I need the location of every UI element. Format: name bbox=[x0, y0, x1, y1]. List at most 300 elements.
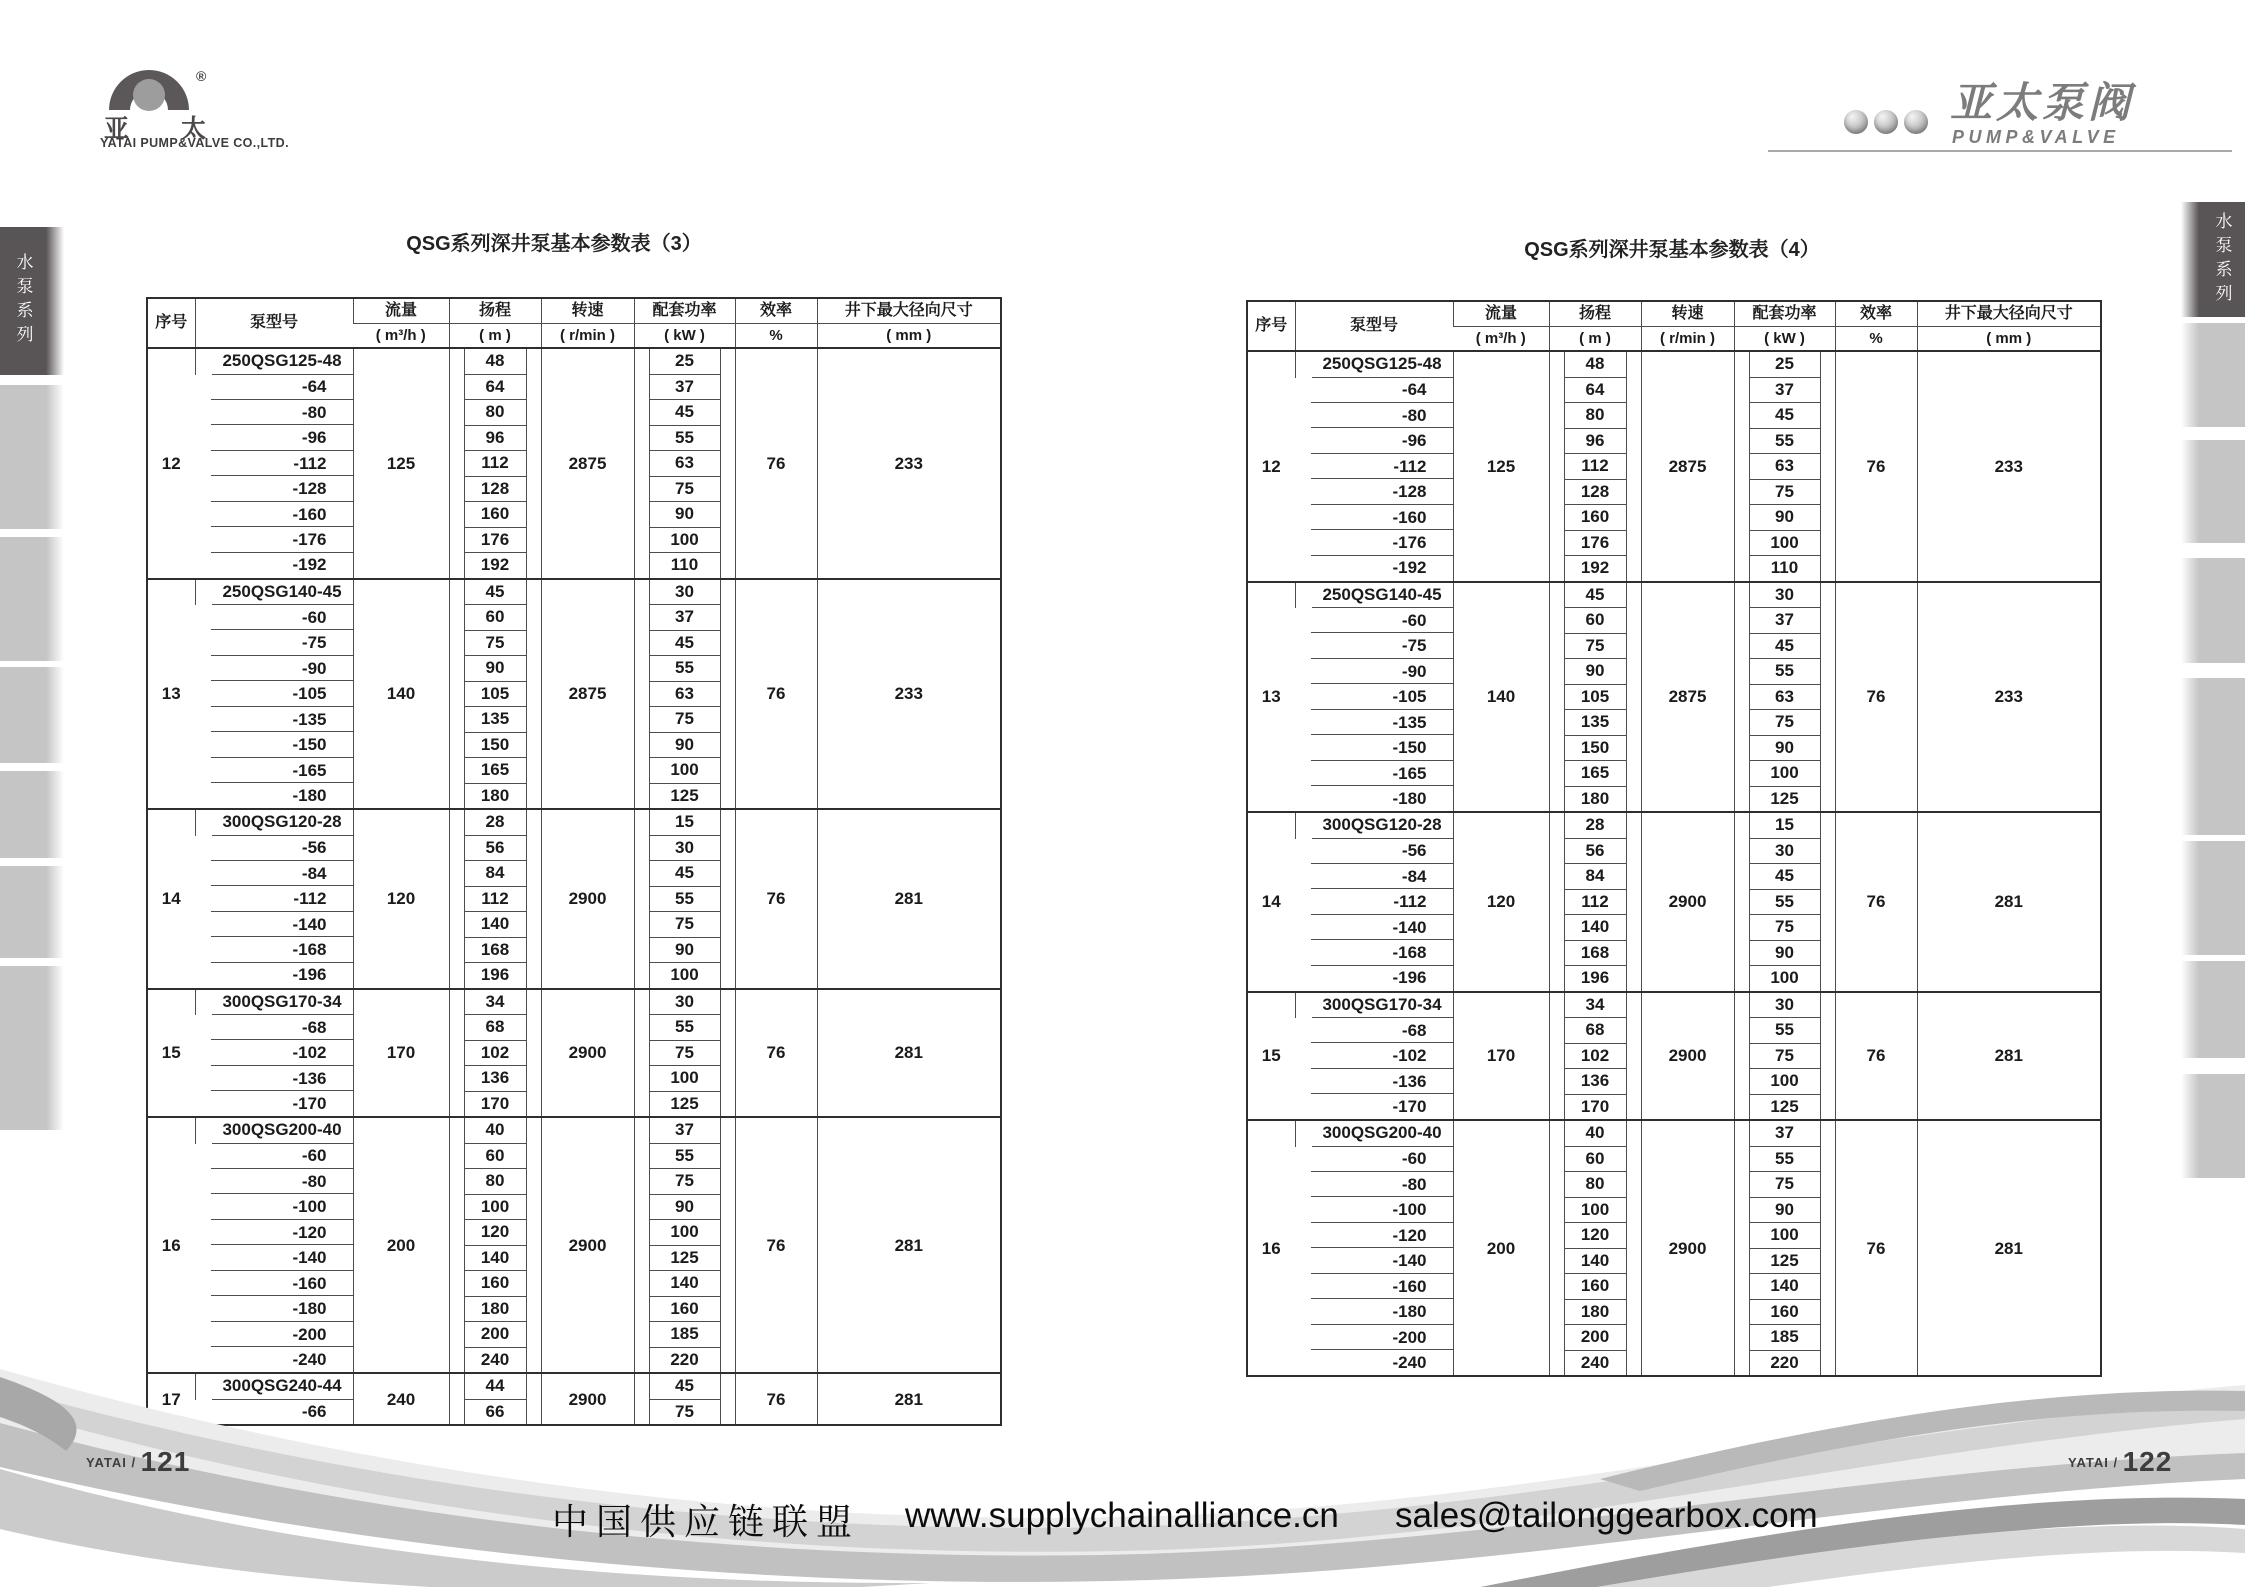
header-col: 转速 bbox=[1641, 301, 1734, 326]
cell-power: 220 bbox=[1734, 1351, 1835, 1377]
cell-model: -96 bbox=[1295, 429, 1453, 455]
header-col: 转速 bbox=[541, 298, 634, 323]
cell-flow: 200 bbox=[353, 1117, 449, 1373]
cell-head: 34 bbox=[449, 989, 541, 1016]
cell-power: 37 bbox=[1734, 608, 1835, 634]
cell-eff: 76 bbox=[735, 348, 817, 579]
cell-model: -128 bbox=[195, 477, 353, 503]
header-unit: ( m ) bbox=[1549, 326, 1641, 351]
cell-power: 55 bbox=[1734, 1018, 1835, 1044]
header-unit: ( r/min ) bbox=[541, 323, 634, 348]
cell-power: 100 bbox=[634, 1220, 735, 1246]
cell-model: 300QSG200-40 bbox=[195, 1117, 353, 1144]
cell-model: -200 bbox=[195, 1322, 353, 1348]
cell-model: -112 bbox=[195, 887, 353, 913]
cell-model: -60 bbox=[1295, 608, 1453, 634]
header-unit: % bbox=[1835, 326, 1917, 351]
cell-dim: 281 bbox=[1917, 992, 2101, 1121]
cell-power: 45 bbox=[634, 861, 735, 887]
cell-head: 64 bbox=[449, 375, 541, 401]
cell-head: 68 bbox=[1549, 1018, 1641, 1044]
cell-model: -60 bbox=[195, 605, 353, 631]
cell-power: 63 bbox=[634, 682, 735, 708]
cell-speed: 2875 bbox=[541, 579, 634, 810]
cell-power: 125 bbox=[634, 1246, 735, 1272]
sidebar-tab-label: 水泵系列 bbox=[2212, 211, 2232, 308]
cell-power: 90 bbox=[634, 502, 735, 528]
cell-model: -160 bbox=[195, 1271, 353, 1297]
header-unit: ( kW ) bbox=[634, 323, 735, 348]
cell-head: 96 bbox=[449, 426, 541, 452]
header-row bbox=[1247, 301, 2101, 326]
cell-power: 75 bbox=[1734, 710, 1835, 736]
cell-model: -100 bbox=[195, 1195, 353, 1221]
header-model: 泵型号 bbox=[1295, 301, 1453, 351]
cell-power: 125 bbox=[634, 1092, 735, 1118]
cell-head: 56 bbox=[449, 836, 541, 862]
cell-speed: 2875 bbox=[1641, 351, 1734, 582]
cell-model: -120 bbox=[195, 1220, 353, 1246]
cell-power: 55 bbox=[634, 656, 735, 682]
cell-power: 100 bbox=[1734, 1069, 1835, 1095]
cell-power: 100 bbox=[1734, 966, 1835, 992]
cell-power: 15 bbox=[1734, 812, 1835, 839]
sidebar-tab-label: 水泵系列 bbox=[13, 253, 33, 349]
cell-head: 68 bbox=[449, 1015, 541, 1041]
cell-dim: 281 bbox=[1917, 1120, 2101, 1376]
cell-model: 300QSG170-34 bbox=[195, 989, 353, 1016]
cell-head: 84 bbox=[449, 861, 541, 887]
cell-model: -128 bbox=[1295, 480, 1453, 506]
brand-english-name: PUMP&VALVE bbox=[1952, 127, 2120, 147]
cell-flow: 240 bbox=[353, 1373, 449, 1425]
cell-dim: 281 bbox=[817, 1373, 1001, 1425]
cell-eff: 76 bbox=[735, 1117, 817, 1373]
cell-model: -105 bbox=[195, 682, 353, 708]
cell-model: -64 bbox=[1295, 378, 1453, 404]
cell-model: -160 bbox=[1295, 505, 1453, 531]
cell-head: 240 bbox=[1549, 1351, 1641, 1377]
sidebar-tab bbox=[0, 866, 64, 958]
cell-head: 168 bbox=[449, 938, 541, 964]
cell-model: -75 bbox=[1295, 634, 1453, 660]
cell-model: -60 bbox=[195, 1144, 353, 1170]
cell-power: 37 bbox=[634, 605, 735, 631]
cell-speed: 2900 bbox=[541, 1117, 634, 1373]
cell-power: 90 bbox=[634, 938, 735, 964]
cell-power: 30 bbox=[1734, 582, 1835, 609]
cell-head: 102 bbox=[1549, 1044, 1641, 1070]
cell-power: 30 bbox=[634, 989, 735, 1016]
cell-speed: 2900 bbox=[541, 989, 634, 1118]
header-unit: % bbox=[735, 323, 817, 348]
cell-power: 125 bbox=[1734, 1095, 1835, 1121]
cell-power: 160 bbox=[634, 1297, 735, 1323]
cell-model: -196 bbox=[1392, 968, 1427, 987]
cell-power: 100 bbox=[1734, 761, 1835, 787]
header-col: 效率 bbox=[1835, 301, 1917, 326]
cell-head: 200 bbox=[449, 1322, 541, 1348]
cell-speed: 2900 bbox=[1641, 992, 1734, 1121]
cell-no: 13 bbox=[147, 579, 195, 810]
table-row bbox=[1247, 351, 2101, 378]
header-unit: ( kW ) bbox=[1734, 326, 1835, 351]
cell-dim: 281 bbox=[817, 989, 1001, 1118]
cell-head: 140 bbox=[1549, 915, 1641, 941]
cell-head: 196 bbox=[1549, 966, 1641, 992]
cell-head: 84 bbox=[1549, 864, 1641, 890]
cell-power: 55 bbox=[634, 1144, 735, 1170]
cell-head: 135 bbox=[449, 707, 541, 733]
cell-model: -136 bbox=[195, 1066, 353, 1092]
cell-power: 75 bbox=[634, 912, 735, 938]
cell-power: 75 bbox=[1734, 915, 1835, 941]
cell-model: 300QSG120-28 bbox=[1295, 812, 1453, 839]
cell-head: 180 bbox=[1549, 787, 1641, 813]
header-no: 序号 bbox=[155, 314, 188, 331]
sphere-icon bbox=[1874, 110, 1898, 134]
cell-speed: 2900 bbox=[541, 1373, 634, 1425]
cell-power: 45 bbox=[634, 400, 735, 426]
cell-model: -68 bbox=[195, 1015, 353, 1041]
cell-model: -102 bbox=[195, 1041, 353, 1067]
header-col: 效率 bbox=[735, 298, 817, 323]
cell-model: -112 bbox=[1295, 890, 1453, 916]
header-unit: ( m ) bbox=[449, 323, 541, 348]
pump-parameters-table bbox=[146, 297, 1002, 1426]
brand-lockup bbox=[1760, 80, 2235, 155]
cell-head: 160 bbox=[449, 1271, 541, 1297]
cell-model: -64 bbox=[195, 375, 353, 401]
table-row bbox=[147, 348, 1001, 375]
cell-model: -80 bbox=[195, 400, 353, 426]
cell-power: 75 bbox=[634, 477, 735, 503]
cell-power: 45 bbox=[1734, 634, 1835, 660]
header-col: 配套功率 bbox=[1734, 301, 1835, 326]
cell-flow: 120 bbox=[353, 809, 449, 989]
cell-model: -135 bbox=[195, 707, 353, 733]
cell-model: 300QSG200-40 bbox=[1295, 1120, 1453, 1147]
cell-model: -160 bbox=[1295, 1274, 1453, 1300]
cell-flow: 200 bbox=[1453, 1120, 1549, 1376]
cell-head: 60 bbox=[449, 605, 541, 631]
cell-no: 14 bbox=[1247, 812, 1295, 992]
cell-model: -170 bbox=[292, 1093, 327, 1113]
cell-model: -105 bbox=[1295, 685, 1453, 711]
cell-flow: 140 bbox=[1453, 582, 1549, 813]
table-row bbox=[1247, 812, 2101, 839]
cell-power: 55 bbox=[634, 426, 735, 452]
cell-power: 140 bbox=[1734, 1274, 1835, 1300]
sidebar-tab bbox=[2181, 1074, 2245, 1178]
cell-model: -168 bbox=[1295, 941, 1453, 967]
cell-head: 56 bbox=[1549, 839, 1641, 865]
cell-power: 110 bbox=[634, 553, 735, 579]
cell-head: 176 bbox=[449, 528, 541, 554]
cell-power: 140 bbox=[634, 1271, 735, 1297]
cell-power: 30 bbox=[634, 836, 735, 862]
cell-model: -96 bbox=[195, 426, 353, 452]
cell-model: -84 bbox=[195, 861, 353, 887]
cell-model: -140 bbox=[1295, 915, 1453, 941]
cell-power: 55 bbox=[634, 887, 735, 913]
cell-head: 28 bbox=[449, 809, 541, 836]
cell-head: 75 bbox=[1549, 634, 1641, 660]
cell-model: -160 bbox=[195, 502, 353, 528]
cell-head: 180 bbox=[1549, 1300, 1641, 1326]
cell-model: -192 bbox=[1392, 558, 1427, 577]
wave-decoration bbox=[0, 1357, 2245, 1587]
cell-power: 45 bbox=[1734, 403, 1835, 429]
left-parameters-table bbox=[146, 297, 1002, 1426]
cell-model: -140 bbox=[195, 912, 353, 938]
cell-model: -196 bbox=[292, 965, 327, 984]
cell-model: -180 bbox=[292, 785, 327, 805]
cell-dim: 233 bbox=[817, 348, 1001, 579]
header-col: 井下最大径向尺寸 bbox=[817, 298, 1001, 323]
registered-mark-icon: ® bbox=[196, 68, 207, 84]
cell-power: 63 bbox=[1734, 454, 1835, 480]
cell-model: -112 bbox=[195, 451, 353, 477]
cell-head: 120 bbox=[449, 1220, 541, 1246]
cell-power: 90 bbox=[1734, 736, 1835, 762]
header-col: 流量 bbox=[353, 298, 449, 323]
cell-head: 135 bbox=[1549, 710, 1641, 736]
cell-no: 15 bbox=[1247, 992, 1295, 1121]
cell-eff: 76 bbox=[735, 1373, 817, 1425]
cell-power: 75 bbox=[1734, 1172, 1835, 1198]
cell-no: 15 bbox=[147, 989, 195, 1118]
footer-website: www.supplychainalliance.cn bbox=[905, 1496, 1339, 1535]
cell-dim: 281 bbox=[817, 1117, 1001, 1373]
sidebar-tab bbox=[0, 771, 64, 858]
cell-no: 17 bbox=[147, 1373, 195, 1425]
cell-power: 63 bbox=[634, 451, 735, 477]
cell-power: 15 bbox=[634, 809, 735, 836]
logo-chinese-name: 亚 太 bbox=[104, 115, 206, 143]
cell-head: 75 bbox=[449, 631, 541, 657]
cell-head: 192 bbox=[449, 553, 541, 579]
cell-power: 90 bbox=[1734, 1198, 1835, 1224]
cell-power: 30 bbox=[634, 579, 735, 606]
cell-no: 16 bbox=[1247, 1120, 1295, 1376]
cell-model: -100 bbox=[1295, 1198, 1453, 1224]
cell-flow: 125 bbox=[353, 348, 449, 579]
cell-power: 100 bbox=[634, 528, 735, 554]
cell-power: 45 bbox=[634, 1373, 735, 1400]
cell-power: 55 bbox=[634, 1015, 735, 1041]
cell-head: 196 bbox=[449, 963, 541, 989]
cell-head: 40 bbox=[1549, 1120, 1641, 1147]
table-row bbox=[1247, 992, 2101, 1019]
header-col: 扬程 bbox=[449, 298, 541, 323]
cell-model: -168 bbox=[195, 938, 353, 964]
cell-power: 125 bbox=[634, 784, 735, 810]
cell-power: 75 bbox=[634, 1400, 735, 1426]
cell-eff: 76 bbox=[735, 989, 817, 1118]
cell-head: 170 bbox=[449, 1092, 541, 1118]
cell-model: -170 bbox=[1392, 1096, 1427, 1116]
cell-power: 100 bbox=[1734, 531, 1835, 557]
footer-email: sales@tailonggearbox.com bbox=[1395, 1496, 1818, 1535]
cell-power: 110 bbox=[1734, 556, 1835, 582]
cell-head: 165 bbox=[449, 758, 541, 784]
cell-head: 120 bbox=[1549, 1223, 1641, 1249]
cell-head: 44 bbox=[449, 1373, 541, 1400]
header-col: 配套功率 bbox=[634, 298, 735, 323]
cell-head: 48 bbox=[1549, 351, 1641, 378]
cell-power: 45 bbox=[634, 631, 735, 657]
sidebar-tab bbox=[2181, 678, 2245, 835]
header-unit: ( r/min ) bbox=[1641, 326, 1734, 351]
cell-head: 66 bbox=[449, 1400, 541, 1426]
cell-head: 168 bbox=[1549, 941, 1641, 967]
cell-head: 90 bbox=[449, 656, 541, 682]
cell-model: -180 bbox=[195, 1297, 353, 1323]
cell-model: -150 bbox=[195, 733, 353, 759]
cell-model: -150 bbox=[1295, 736, 1453, 762]
cell-power: 90 bbox=[634, 1195, 735, 1221]
cell-head: 105 bbox=[1549, 685, 1641, 711]
brand-chinese-name: 亚太泵阀 bbox=[1950, 79, 2135, 126]
cell-power: 160 bbox=[1734, 1300, 1835, 1326]
cell-model: -56 bbox=[195, 836, 353, 862]
cell-power: 75 bbox=[634, 707, 735, 733]
cell-no: 14 bbox=[147, 809, 195, 989]
cell-head: 60 bbox=[449, 1144, 541, 1170]
cell-model: -68 bbox=[1295, 1018, 1453, 1044]
cell-head: 128 bbox=[1549, 480, 1641, 506]
cell-model: 250QSG125-48 bbox=[1295, 351, 1453, 378]
cell-model: -120 bbox=[1295, 1223, 1453, 1249]
cell-model: -180 bbox=[1295, 1300, 1453, 1326]
cell-head: 160 bbox=[449, 502, 541, 528]
cell-model: -75 bbox=[195, 631, 353, 657]
cell-model: 250QSG140-45 bbox=[195, 579, 353, 606]
cell-model: -165 bbox=[195, 758, 353, 784]
cell-head: 165 bbox=[1549, 761, 1641, 787]
right-table-title: QSG系列深井泵基本参数表（4） bbox=[1524, 239, 1820, 261]
footer-organization: 中国供应链联盟 bbox=[552, 1501, 861, 1542]
table-row bbox=[147, 809, 1001, 836]
sidebar-tab bbox=[0, 667, 64, 763]
left-page-number: $^{YATAI /}$ 121 bbox=[86, 1446, 191, 1477]
left-table-title: QSG系列深井泵基本参数表（3） bbox=[406, 233, 702, 255]
cell-power: 75 bbox=[634, 1041, 735, 1067]
cell-dim: 281 bbox=[1917, 812, 2101, 992]
sidebar-tab bbox=[2181, 440, 2245, 543]
cell-dim: 281 bbox=[817, 809, 1001, 989]
cell-flow: 140 bbox=[353, 579, 449, 810]
cell-model: 250QSG125-48 bbox=[195, 348, 353, 375]
cell-head: 90 bbox=[1549, 659, 1641, 685]
cell-eff: 76 bbox=[1835, 812, 1917, 992]
cell-speed: 2875 bbox=[1641, 582, 1734, 813]
cell-head: 180 bbox=[449, 1297, 541, 1323]
brand-divider bbox=[1768, 150, 2232, 152]
cell-speed: 2900 bbox=[541, 809, 634, 989]
cell-no: 12 bbox=[1247, 351, 1295, 582]
cell-head: 160 bbox=[1549, 1274, 1641, 1300]
cell-head: 60 bbox=[1549, 1147, 1641, 1173]
cell-head: 180 bbox=[449, 784, 541, 810]
cell-model: -60 bbox=[1295, 1147, 1453, 1173]
header-unit: ( mm ) bbox=[1917, 326, 2101, 351]
cell-power: 75 bbox=[1734, 1044, 1835, 1070]
cell-head: 170 bbox=[1549, 1095, 1641, 1121]
cell-power: 100 bbox=[634, 758, 735, 784]
cell-model: -176 bbox=[195, 528, 353, 554]
right-parameters-table bbox=[1246, 300, 2102, 1377]
cell-power: 37 bbox=[1734, 378, 1835, 404]
cell-head: 160 bbox=[1549, 505, 1641, 531]
cell-power: 25 bbox=[634, 348, 735, 375]
cell-power: 63 bbox=[1734, 685, 1835, 711]
cell-model: 250QSG140-45 bbox=[1295, 582, 1453, 609]
cell-head: 140 bbox=[449, 912, 541, 938]
sidebar-tab bbox=[2181, 961, 2245, 1058]
sphere-icon bbox=[1904, 110, 1928, 134]
cell-head: 100 bbox=[449, 1195, 541, 1221]
cell-model: -66 bbox=[301, 1401, 327, 1421]
cell-dim: 233 bbox=[817, 579, 1001, 810]
cell-model: -240 bbox=[292, 1349, 327, 1369]
cell-head: 176 bbox=[1549, 531, 1641, 557]
cell-model: -84 bbox=[1295, 864, 1453, 890]
cell-flow: 125 bbox=[1453, 351, 1549, 582]
cell-head: 240 bbox=[449, 1348, 541, 1374]
header-unit: ( mm ) bbox=[817, 323, 1001, 348]
cell-head: 64 bbox=[1549, 378, 1641, 404]
cell-head: 150 bbox=[1549, 736, 1641, 762]
cell-power: 100 bbox=[634, 963, 735, 989]
cell-power: 100 bbox=[1734, 1223, 1835, 1249]
cell-model: -192 bbox=[292, 555, 327, 574]
cell-head: 200 bbox=[1549, 1325, 1641, 1351]
cell-power: 37 bbox=[634, 375, 735, 401]
sidebar-tab bbox=[0, 385, 64, 529]
yatai-arch-icon bbox=[106, 58, 192, 112]
cell-speed: 2900 bbox=[1641, 812, 1734, 992]
cell-model: -136 bbox=[1295, 1069, 1453, 1095]
cell-no: 12 bbox=[147, 348, 195, 579]
cell-power: 75 bbox=[1734, 480, 1835, 506]
header-unit: ( m³/h ) bbox=[353, 323, 449, 348]
cell-power: 75 bbox=[634, 1169, 735, 1195]
cell-head: 34 bbox=[1549, 992, 1641, 1019]
cell-model: 300QSG170-34 bbox=[1295, 992, 1453, 1019]
sidebar-tab-water-pump-series bbox=[0, 227, 64, 375]
cell-eff: 76 bbox=[1835, 582, 1917, 813]
cell-head: 48 bbox=[449, 348, 541, 375]
sidebar-tab-water-pump-series bbox=[2181, 202, 2245, 317]
cell-power: 90 bbox=[1734, 941, 1835, 967]
cell-power: 90 bbox=[1734, 505, 1835, 531]
cell-power: 185 bbox=[634, 1322, 735, 1348]
sidebar-tab bbox=[2181, 558, 2245, 663]
cell-power: 30 bbox=[1734, 992, 1835, 1019]
cell-head: 136 bbox=[449, 1066, 541, 1092]
cell-head: 80 bbox=[449, 400, 541, 426]
cell-model: -240 bbox=[1392, 1352, 1427, 1372]
cell-eff: 76 bbox=[1835, 992, 1917, 1121]
cell-model: -200 bbox=[1295, 1325, 1453, 1351]
cell-power: 125 bbox=[1734, 787, 1835, 813]
cell-power: 55 bbox=[1734, 429, 1835, 455]
cell-eff: 76 bbox=[735, 809, 817, 989]
cell-head: 28 bbox=[1549, 812, 1641, 839]
cell-head: 192 bbox=[1549, 556, 1641, 582]
